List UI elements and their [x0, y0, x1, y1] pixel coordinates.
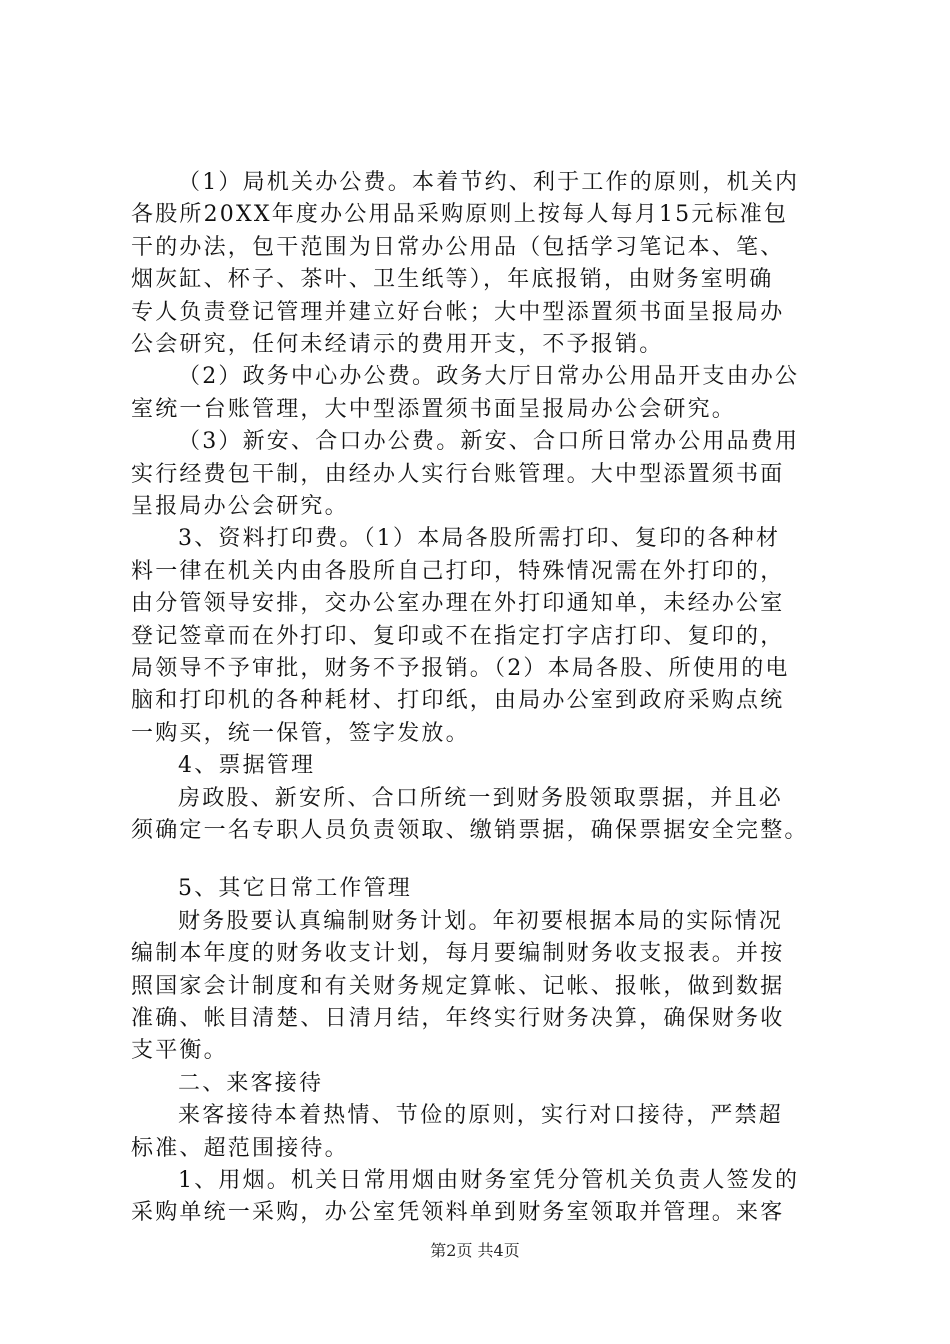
- section-heading: 二、来客接待: [178, 1071, 324, 1096]
- text-line: 烟灰缸、杯子、茶叶、卫生纸等），年底报销，由财务室明确: [131, 267, 774, 292]
- text-line: 公会研究，任何未经请示的费用开支，不予报销。: [131, 332, 664, 357]
- text-line: 实行经费包干制，由经办人实行台账管理。大中型添置须书面: [131, 462, 785, 487]
- text-line: 专人负责登记管理并建立好台帐；大中型添置须书面呈报局办: [131, 300, 785, 325]
- text-line: 呈报局办公会研究。: [131, 494, 349, 519]
- text-line: 一购买，统一保管，签字发放。: [131, 721, 470, 746]
- text-line: 房政股、新安所、合口所统一到财务股领取票据，并且必: [178, 786, 784, 811]
- text-line: 支平衡。: [131, 1038, 228, 1063]
- text-line: （3）新安、合口办公费。新安、合口所日常办公用品费用: [178, 429, 800, 454]
- text-line: 局领导不予审批，财务不予报销。（2）本局各股、所使用的电: [131, 656, 790, 681]
- section-heading: 4、票据管理: [178, 753, 316, 778]
- text-line: 料一律在机关内由各股所自己打印，特殊情况需在外打印的，: [131, 559, 785, 584]
- text-line: 干的办法，包干范围为日常办公用品（包括学习笔记本、笔、: [131, 235, 785, 260]
- text-line: 1、用烟。机关日常用烟由财务室凭分管机关负责人签发的: [178, 1168, 800, 1193]
- text-line: 由分管领导安排，交办公室办理在外打印通知单，未经办公室: [131, 591, 785, 616]
- text-line: 来客接待本着热情、节俭的原则，实行对口接待，严禁超: [178, 1103, 784, 1128]
- text-line: 财务股要认真编制财务计划。年初要根据本局的实际情况: [178, 909, 784, 934]
- text-line: 照国家会计制度和有关财务规定算帐、记帐、报帐，做到数据: [131, 974, 785, 999]
- text-line: （1）局机关办公费。本着节约、利于工作的原则，机关内: [178, 170, 800, 195]
- section-heading: 5、其它日常工作管理: [178, 876, 412, 901]
- text-line: 准确、帐目清楚、日清月结，年终实行财务决算，确保财务收: [131, 1006, 785, 1031]
- text-line: 各股所20XX年度办公用品采购原则上按每人每月15元标准包: [131, 202, 789, 227]
- text-line: 须确定一名专职人员负责领取、缴销票据，确保票据安全完整。: [131, 818, 809, 843]
- text-line: 室统一台账管理，大中型添置须书面呈报局办公会研究。: [131, 397, 737, 422]
- text-line: 登记签章而在外打印、复印或不在指定打字店打印、复印的，: [131, 624, 785, 649]
- text-line: 编制本年度的财务收支计划，每月要编制财务收支报表。并按: [131, 941, 785, 966]
- page-number-footer: 第2页 共4页: [430, 1241, 520, 1260]
- text-line: （2）政务中心办公费。政务大厅日常办公用品开支由办公: [178, 364, 800, 389]
- text-line: 脑和打印机的各种耗材、打印纸，由局办公室到政府采购点统: [131, 688, 785, 713]
- text-line: 采购单统一采购，办公室凭领料单到财务室领取并管理。来客: [131, 1200, 785, 1225]
- text-line: 3、资料打印费。（1）本局各股所需打印、复印的各种材: [178, 526, 781, 551]
- text-line: 标准、超范围接待。: [131, 1136, 349, 1161]
